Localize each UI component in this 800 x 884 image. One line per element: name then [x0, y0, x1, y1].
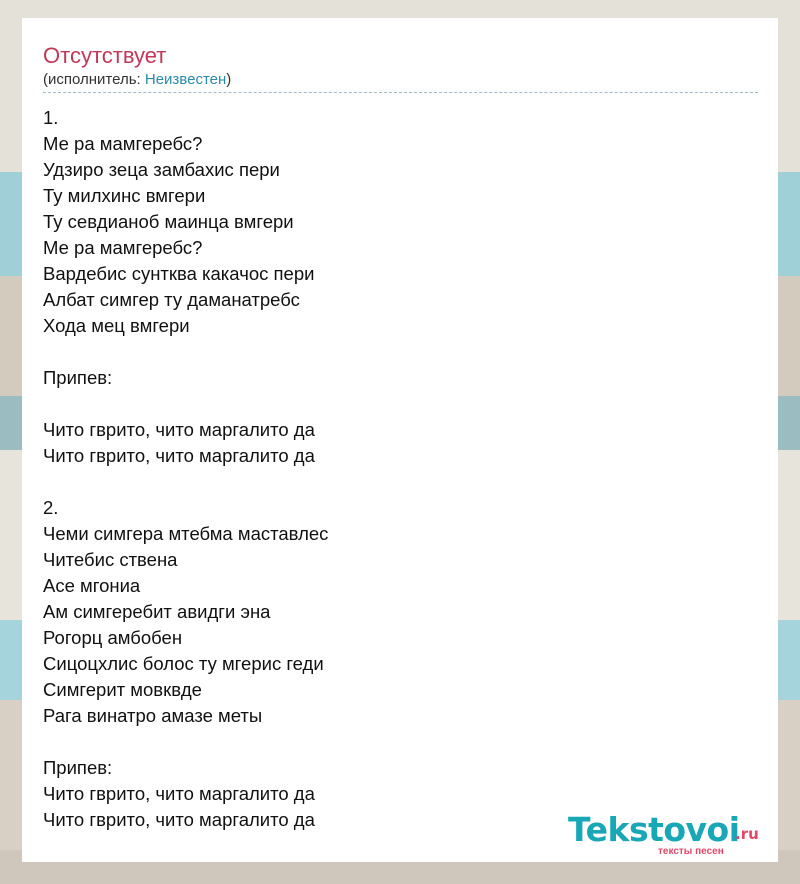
artist-link[interactable]: Неизвестен — [144, 71, 227, 88]
artist-line — [43, 70, 758, 93]
lyric-line: Вардебис сунтква какачос пери — [43, 263, 315, 284]
site-logo[interactable] — [568, 812, 770, 856]
blank-line — [43, 339, 758, 365]
lyric-line: Албат симгер ту даманатребс — [43, 289, 300, 310]
lyric-line: 2. — [43, 497, 59, 518]
lyric-line: Чито гврито, чито маргалито да — [43, 809, 315, 830]
lyric-line: Ту милхинс вмгери — [43, 185, 206, 206]
lyric-line: Симгерит мовквде — [43, 679, 202, 700]
lyric-line: Ту севдианоб маинца вмгери — [43, 211, 294, 232]
lyric-line: Чито гврито, чито маргалито да — [43, 783, 315, 804]
blank-line — [43, 469, 758, 495]
lyric-line: Асе мгониа — [43, 575, 141, 596]
lyric-line: Хода мец вмгери — [43, 315, 190, 336]
lyric-line: Ам симгеребит авидги эна — [43, 601, 271, 622]
lyric-line: Рага винатро амазе меты — [43, 705, 263, 726]
logo-wordmark: Tekstovoi — [568, 810, 740, 849]
lyric-line: Чито гврито, чито маргалито да — [43, 445, 315, 466]
lyric-line: Ме ра мамгеребс? — [43, 237, 203, 258]
lyric-line: Сицоцхлис болос ту мгерис геди — [43, 653, 324, 674]
lyric-line: Припев: — [43, 367, 113, 388]
song-title: Отсутствует — [43, 43, 167, 68]
blank-line — [43, 729, 758, 755]
artist-suffix: ) — [226, 71, 232, 88]
lyric-line: 1. — [43, 107, 59, 128]
lyric-line: Рогорц амбобен — [43, 627, 183, 648]
lyric-line: Чито гврито, чито маргалито да — [43, 419, 315, 440]
lyric-line: Припев: — [43, 757, 113, 778]
lyrics-text — [43, 105, 758, 833]
logo-tagline: тексты песен — [658, 846, 724, 857]
artist-prefix: (исполнитель: — [43, 71, 145, 88]
lyric-line: Чеми симгера мтебма маставлес — [43, 523, 329, 544]
lyrics-card — [22, 18, 778, 862]
lyric-line: Ме ра мамгеребс? — [43, 133, 203, 154]
lyric-line: Читебис ствена — [43, 549, 178, 570]
lyric-line: Удзиро зеца замбахис пери — [43, 159, 280, 180]
blank-line — [43, 391, 758, 417]
logo-tld: .ru — [735, 825, 759, 843]
